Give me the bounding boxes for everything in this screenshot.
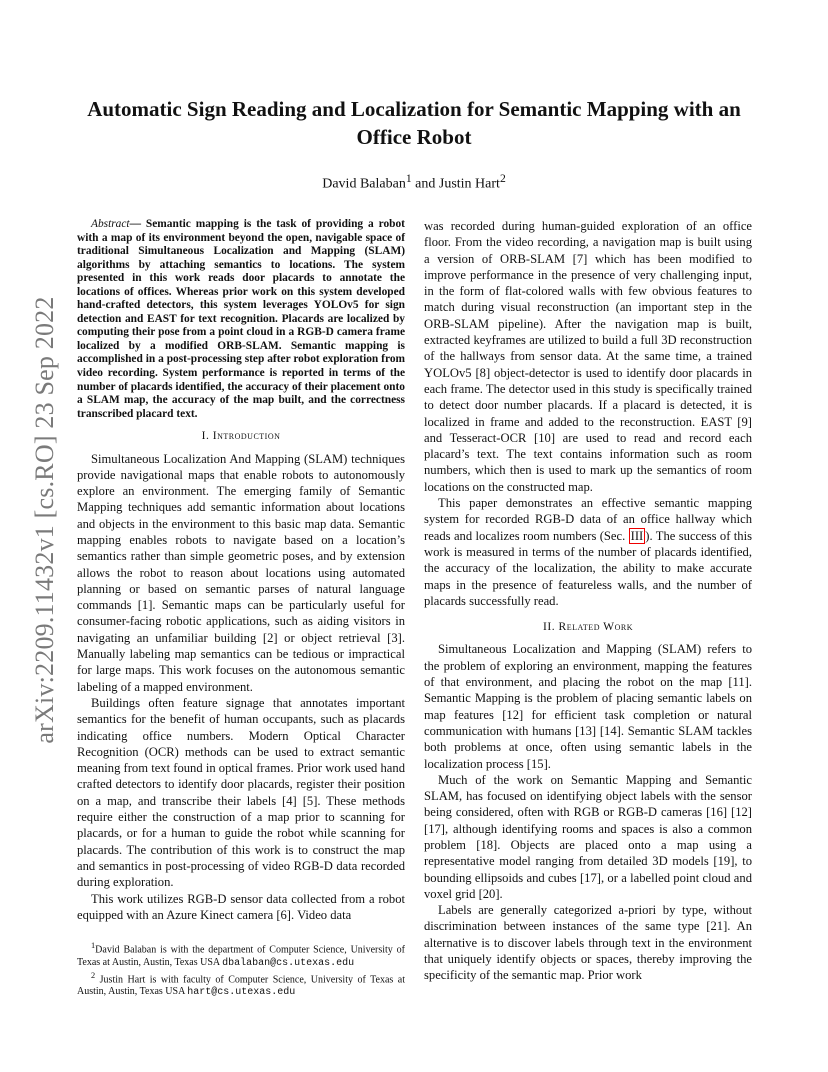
footnote-2-mark: 2 xyxy=(91,970,96,980)
footnote-2-email[interactable]: hart@cs.utexas.edu xyxy=(187,987,296,999)
author-2-affil: 2 xyxy=(499,172,506,185)
section-ref-link[interactable]: III xyxy=(630,528,644,543)
abstract-text: Semantic mapping is the task of providing a robot with a map of its environment beyond the open, navigable space of traditional Simultaneous Localization and Mapping (SLAM) algorithms by attaching semantics to locations. The system presented in this work reads door placards to annotate the locations of offices. Whereas prior work on this system developed hand-crafted detectors, this system leverages YOLOv5 for sign detection and EAST for text recognition. Placards are localized by computing their pose from a point cloud in a RGB-D camera frame localized by a modified ORB-SLAM. Semantic mapping is accomplished in a post-processing step after robot exploration from video recording. System performance is reported in terms of the number of placards identified, the accuracy of their placement onto a SLAM map, the accuracy of the map built, and the correctness transcribed placard text. xyxy=(77,218,405,420)
abstract-label: Abstract xyxy=(91,218,130,230)
section-heading-related-work: II. Related Work xyxy=(543,620,633,634)
related-paragraph-1: Simultaneous Localization and Mapping (SLAM) refers to the problem of exploring an environment, mapping the features of that environment, and placing the robot on the map [11]. Semantic Mapping is the problem of placing semantic labels on map features [12] for efficient task completion or natural communication with humans [13] [14]. Semantic SLAM tackles both problems at once, often using semantic labels in the localization process [15]. xyxy=(424,642,752,771)
right-paragraph-2-b: ). The success of this work is measured in terms of the number of placards identified, the accuracy of the localization, the ability to make accurate maps in the presence of featureless walls, and the number of placards successfully read. xyxy=(424,528,752,608)
related-paragraph-3: Labels are generally categorized a-priori by type, without discrimination between instances of the same type [21]. An alternative is to discover labels through text in the environment that uniquely identify objects or spaces, thereby improving the specificity of the semantic map. Prior work xyxy=(424,903,752,983)
intro-paragraph-1: Simultaneous Localization And Mapping (SLAM) techniques provide navigational maps that enable robots to autonomously explore an environment. The emerging family of Semantic Mapping techniques add semantic information about locations and objects in the environment to this basic map data. Semantic mapping enables robots to navigate based on a location’s semantics rather than simple geometric poses, and by extension allows the robot to reason about locations using automated planning or based on semantic parses of natural language commands [1]. Semantic maps can be particularly useful for consumer-facing robotic applications, such as aiding visitors in navigating an unfamiliar building [2] or object retrieval [3]. Manually labeling map semantics can be tedious or impractical for large maps. This work focuses on the autonomous semantic labeling of a mapped environment. xyxy=(77,451,405,694)
arxiv-stamp xyxy=(22,285,68,755)
footnote-1-text: David Balaban is with the department of Computer Science, University of Texas at Austin, Austin, Texas USA xyxy=(77,944,405,968)
section-heading-introduction: I. Introduction xyxy=(201,429,281,443)
abstract-dash: — xyxy=(129,218,146,230)
arxiv-stamp-text: arXiv:2209.11432v1 [cs.RO] 23 Sep 2022 xyxy=(30,296,59,744)
footnote-2-text: Justin Hart is with faculty of Computer Science, University of Texas at Austin, Austin, Texas USA xyxy=(77,974,405,998)
right-paragraph-1: was recorded during human-guided exploration of an office floor. From the video recording, a navigation map is built using a version of ORB-SLAM [7] which has been modified to improve performance in the presence of very challenging input, in the form of flat-colored walls with few obvious features to match during visual reconstruction (an important step in the ORB-SLAM pipeline). After the navigation map is built, extracted keyframes are utilized to build a full 3D reconstruction of the hallways from sensor data. At the same time, a trained YOLOv5 [8] object-detector is used to identify door placards in each frame. The detector used in this study is specifically trained to detect door number placards. If a placard is detected, it is localized in frame and added to the reconstruction. EAST [9] and Tesseract-OCR [10] are used to read and record each placard’s text. The text contains information such as room numbers, which then is used to mark up the semantics of room locations on the constructed map. xyxy=(424,219,752,494)
paper-title: Automatic Sign Reading and Localization for Semantic Mapping with an Office Robot xyxy=(87,97,741,149)
footnote-2 xyxy=(77,970,405,1000)
abstract xyxy=(77,218,405,421)
footnote-1-email[interactable]: dbalaban@cs.utexas.edu xyxy=(222,957,355,969)
author-and: and xyxy=(411,176,439,192)
footnote-1-mark: 1 xyxy=(91,941,96,950)
right-column xyxy=(424,218,752,984)
right-paragraph-2 xyxy=(424,495,752,609)
footnote-1 xyxy=(77,940,405,970)
author-1: David Balaban xyxy=(322,176,406,192)
authors xyxy=(70,172,758,193)
intro-paragraph-3: This work utilizes RGB-D sensor data collected from a robot equipped with an Azure Kinect camera [6]. Video data xyxy=(77,891,405,922)
right-paragraph-2-a: This paper demonstrates an effective semantic mapping system for recorded RGB-D data of an office hallway which reads and localizes room numbers (Sec. xyxy=(424,496,752,543)
intro-paragraph-2: Buildings often feature signage that annotates important semantics for the benefit of human occupants, such as placards indicating office numbers. Modern Optical Character Recognition (OCR) methods can be used to extract semantic meaning from text found in optical frames. Prior work used hand crafted detectors to identify door placards, register their position on a map, and transcribe their labels [4] [5]. These methods require either the construction of a map prior to scanning for placards, or for a human to guide the robot while scanning for placards. The contribution of this work is to construct the map and semantics in post-processing of video RGB-D data recorded during exploration. xyxy=(77,695,405,890)
author-2: Justin Hart xyxy=(438,176,500,192)
footnotes xyxy=(77,940,405,999)
related-paragraph-2: Much of the work on Semantic Mapping and Semantic SLAM, has focused on identifying object labels with the sensor being considered, often with RGB or RGB-D cameras [16] [12] [17], although identifying rooms and spaces is also a common problem [18]. Objects are placed onto a map using a representative model ranging from detailed 3D models [19], to bounding ellipsoids and cubes [17], or a labelled point cloud and voxel grid [20]. xyxy=(424,772,752,901)
author-1-affil: 1 xyxy=(405,172,412,185)
left-column xyxy=(77,218,405,923)
